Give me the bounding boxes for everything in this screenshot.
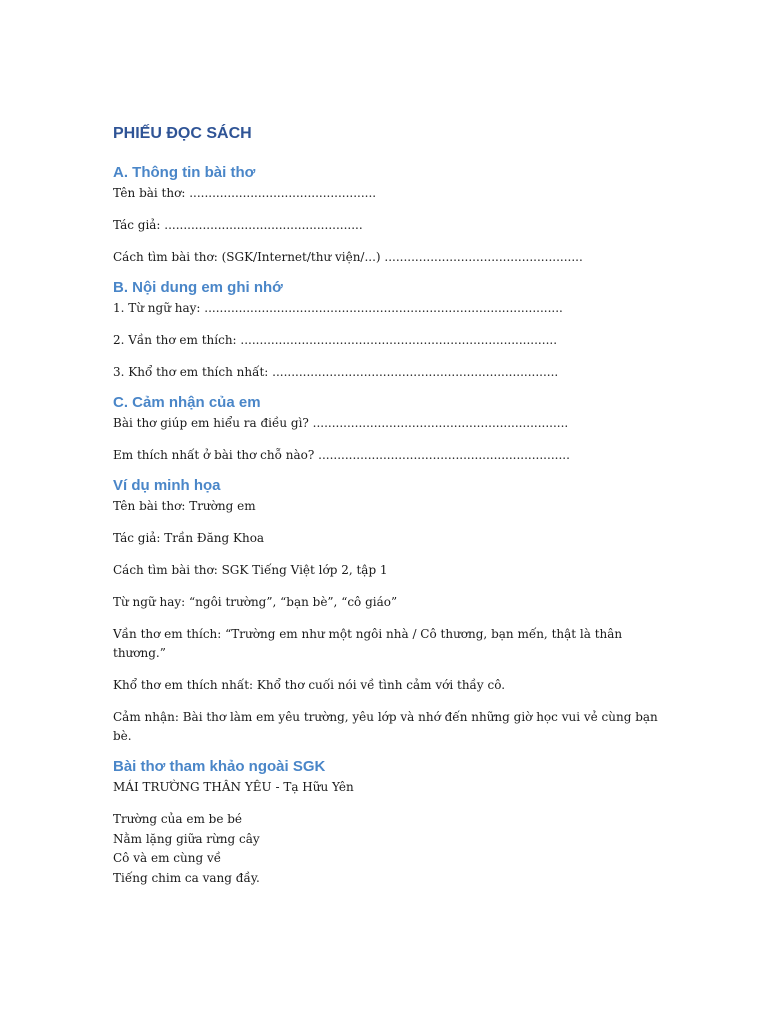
section-a-heading: A. Thông tin bài thơ xyxy=(113,164,256,181)
reference-poem xyxy=(113,810,658,888)
example-source: Cách tìm bài thơ: SGK Tiếng Việt lớp 2, tập 1 xyxy=(113,563,388,577)
example-good-words: Từ ngữ hay: “ngôi trường”, “bạn bè”, “cô giáo” xyxy=(113,595,398,609)
reference-poem-title: MÁI TRƯỜNG THÂN YÊU - Tạ Hữu Yên xyxy=(113,780,354,794)
poem-verse: Cô và em cùng về xyxy=(113,851,222,865)
example-poem-name: Tên bài thơ: Trường em xyxy=(113,499,256,513)
section-c-heading: C. Cảm nhận của em xyxy=(113,394,261,411)
favorite-stanza-field: 3. Khổ thơ em thích nhất: ........................................................................... xyxy=(113,365,559,379)
document-page xyxy=(113,123,658,888)
poem-verse: Tiếng chim ca vang đầy. xyxy=(113,870,260,885)
good-words-field: 1. Từ ngữ hay: .............................................................................................. xyxy=(113,301,563,315)
favorite-verse-field: 2. Vần thơ em thích: ................................................................................... xyxy=(113,333,558,347)
document-title: PHIẾU ĐỌC SÁCH xyxy=(113,125,252,142)
section-b-heading: B. Nội dung em ghi nhớ xyxy=(113,279,283,296)
example-favorite-stanza: Khổ thơ em thích nhất: Khổ thơ cuối nói về tình cảm với thầy cô. xyxy=(113,678,506,692)
author-field: Tác giả: .................................................... xyxy=(113,218,363,232)
example-favorite-verse: Vần thơ em thích: “Trường em như một ngôi nhà / Cô thương, bạn mến, thật là thân thương.” xyxy=(113,627,623,660)
source-field: Cách tìm bài thơ: (SGK/Internet/thư viện/...) .................................................... xyxy=(113,250,583,264)
example-heading: Ví dụ minh họa xyxy=(113,477,221,494)
example-feeling: Cảm nhận: Bài thơ làm em yêu trường, yêu lớp và nhớ đến những giờ học vui vẻ cùng bạn bè. xyxy=(113,710,658,743)
understanding-field: Bài thơ giúp em hiểu ra điều gì? ................................................................... xyxy=(113,416,569,430)
poem-name-field: Tên bài thơ: ................................................. xyxy=(113,186,377,200)
example-author: Tác giả: Trần Đăng Khoa xyxy=(113,531,265,545)
reference-heading: Bài thơ tham khảo ngoài SGK xyxy=(113,758,326,775)
poem-verse: Nằm lặng giữa rừng cây xyxy=(113,831,260,846)
favorite-part-field: Em thích nhất ở bài thơ chỗ nào? .................................................................. xyxy=(113,448,570,462)
poem-verse: Trường của em be bé xyxy=(113,812,243,826)
